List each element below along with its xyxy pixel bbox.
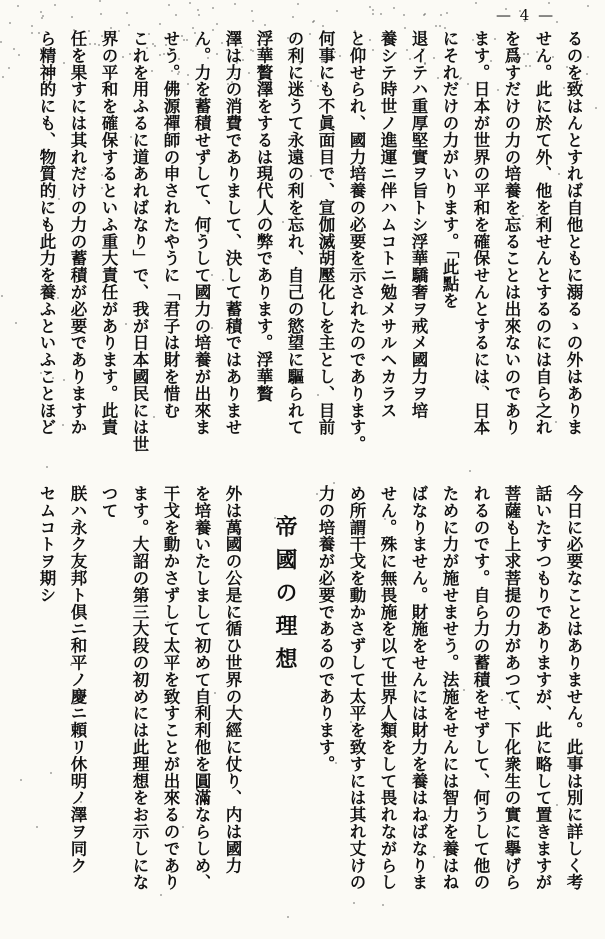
scan-speck — [478, 52, 480, 54]
scan-speck — [322, 25, 324, 27]
scan-speck — [548, 2, 550, 4]
scan-speck — [558, 173, 560, 175]
text-column: つて — [99, 485, 118, 519]
page-number: — 4 — — [496, 6, 556, 24]
scan-speck — [98, 44, 100, 46]
scan-speck — [292, 16, 294, 18]
scan-speck — [54, 4, 56, 6]
scan-speck — [71, 16, 73, 18]
scan-speck — [203, 870, 205, 872]
text-column: ん。力を蓄積せずして、何うして國力の培養が出來ま — [192, 30, 211, 436]
scan-speck — [543, 87, 545, 89]
scan-speck — [372, 9, 374, 11]
scan-speck — [354, 30, 356, 32]
scan-speck — [384, 251, 386, 253]
scan-speck — [497, 89, 499, 91]
scan-speck — [366, 312, 368, 314]
text-column: 干戈を動かさずして太平を致すことが出來るのであり — [161, 485, 180, 891]
scan-speck — [52, 377, 54, 379]
text-column: を爲すだけの力の培養を忘ることは出來ないのであり — [502, 30, 521, 436]
scan-speck — [204, 78, 206, 80]
scan-speck — [360, 370, 362, 372]
scan-speck — [45, 88, 47, 90]
scan-speck — [154, 45, 156, 47]
scan-speck — [595, 107, 597, 109]
scan-speck — [463, 689, 465, 691]
scan-speck — [544, 61, 546, 63]
scan-speck — [216, 53, 218, 55]
scan-speck — [198, 14, 200, 16]
scan-speck — [252, 20, 254, 22]
scan-speck — [62, 424, 64, 426]
scan-speck — [319, 232, 321, 234]
scan-speck — [369, 6, 371, 8]
scan-speck — [54, 89, 56, 91]
text-column: 浮華贅澤をするは現代人の弊であります。浮華贅 — [254, 30, 273, 402]
scan-speck — [79, 64, 81, 66]
scan-speck — [549, 510, 551, 512]
scan-speck — [454, 41, 456, 43]
scan-speck — [409, 58, 411, 60]
scan-speck — [118, 30, 120, 32]
scan-speck — [110, 27, 112, 29]
scan-speck — [250, 49, 252, 51]
scan-speck — [372, 49, 374, 51]
scan-speck — [216, 23, 218, 25]
scan-speck — [385, 39, 387, 41]
scan-speck — [211, 274, 213, 276]
scan-speck — [128, 24, 130, 26]
scan-speck — [241, 710, 243, 712]
scan-speck — [437, 77, 439, 79]
text-column: せう。佛源禪師の申されたやうに「君子は財を惜む — [161, 30, 180, 419]
scan-speck — [556, 21, 558, 23]
scan-speck — [182, 826, 184, 828]
scan-speck — [175, 86, 177, 88]
text-column: ら精神的にも、物質的にも此力を養ふといふことほど — [37, 30, 56, 436]
text-column: 養シテ時世ノ進運ニ伴ハムコトニ勉メサルヘカラス — [378, 30, 397, 419]
upper-text-block — [14, 30, 594, 470]
text-column: ために力が施せませう。法施をせんには智力を養はね — [440, 485, 459, 891]
scan-speck — [187, 83, 189, 85]
scan-speck — [403, 14, 405, 16]
scan-speck — [40, 11, 42, 13]
scan-speck — [80, 801, 82, 803]
text-column: るのを致はんとすれば自他ともに溺るゝの外はありま — [564, 30, 583, 436]
scan-speck — [159, 23, 161, 25]
section-heading: 帝國の理想 — [272, 515, 298, 680]
scan-speck — [126, 12, 128, 14]
scan-speck — [415, 811, 417, 813]
scan-speck — [369, 39, 371, 41]
text-column: ます。日本が世界の平和を確保せんとするには、日本 — [471, 30, 490, 436]
scan-speck — [8, 67, 10, 69]
scan-speck — [287, 916, 289, 918]
scan-speck — [267, 86, 269, 88]
scan-speck — [159, 54, 161, 56]
scan-speck — [139, 66, 141, 68]
scan-speck — [1, 295, 3, 297]
text-column: ばなりません。財施をせんには財力を養はねばなりま — [409, 485, 428, 891]
text-column: め所謂干戈を動かさずして太平を致すには其れ丈けの — [347, 485, 366, 891]
text-column: ます。大詔の第三大段の初めには此理想をお示しにな — [130, 485, 149, 891]
text-column: れるのです。自ら力の蓄積をせずして、何うして他の — [471, 485, 490, 891]
text-column: 朕ハ永ク友邦ト倶ニ和平ノ慶ニ頼リ休明ノ澤ヲ同ク — [68, 485, 87, 874]
text-column: 話いたすつもりでありますが、此に略して置きますが — [533, 485, 552, 891]
scan-speck — [227, 83, 229, 85]
scan-speck — [479, 38, 481, 40]
scan-speck — [350, 721, 352, 723]
scan-speck — [138, 57, 140, 59]
scan-speck — [404, 27, 406, 29]
scan-speck — [207, 232, 209, 234]
scan-speck — [168, 4, 170, 6]
scan-speck — [296, 225, 298, 227]
text-column: 何事にも不眞面目で、宣伽滅胡壓化しを主とし、目前 — [316, 30, 335, 436]
scan-speck — [234, 3, 236, 5]
scan-speck — [205, 363, 207, 365]
scan-speck — [9, 22, 11, 24]
scan-speck — [63, 379, 65, 381]
text-column: を培養いたしまして初めて自利利他を圓滿ならしめ、 — [192, 485, 211, 891]
scan-speck — [99, 0, 101, 2]
scan-speck — [101, 174, 103, 176]
scan-speck — [100, 13, 102, 15]
text-column: 任を果すには其れだけの力の蓄積が必要でありますか — [68, 30, 87, 436]
scan-speck — [295, 87, 297, 89]
scan-speck — [18, 54, 20, 56]
scan-speck — [192, 27, 194, 29]
scan-speck — [440, 14, 442, 16]
scan-speck — [317, 85, 319, 87]
scan-speck — [163, 53, 165, 55]
scan-speck — [552, 56, 554, 58]
scan-speck — [393, 182, 395, 184]
scan-speck — [110, 76, 112, 78]
text-column: と仰せられ、國力培養の必要を示されたのであります。 — [347, 30, 366, 453]
scan-speck — [435, 25, 437, 27]
scan-speck — [63, 62, 65, 64]
text-column: セムコトヲ期シ — [37, 485, 56, 604]
text-column: これを用ふるに道あればなり」で、我が日本國民には世 — [130, 30, 149, 453]
scan-speck — [41, 17, 43, 19]
scan-speck — [566, 66, 568, 68]
scan-speck — [212, 29, 214, 31]
text-column: にそれだけの力がいります。「此點を — [440, 30, 459, 310]
scan-speck — [81, 112, 83, 114]
text-column: 菩薩も上求菩提の力があつて、下化衆生の實に擧げら — [502, 485, 521, 891]
scan-speck — [395, 52, 397, 54]
scan-speck — [40, 372, 42, 374]
scan-speck — [212, 7, 214, 9]
scan-speck — [107, 322, 109, 324]
scan-speck — [31, 32, 33, 34]
scan-speck — [152, 43, 154, 45]
scan-speck — [236, 62, 238, 64]
scan-speck — [299, 63, 301, 65]
scan-speck — [15, 322, 17, 324]
scan-speck — [153, 416, 155, 418]
scan-speck — [178, 58, 180, 60]
scan-speck — [0, 41, 2, 43]
text-column: 界の平和を確保するといふ重大責任があります。此責 — [99, 30, 118, 436]
scan-speck — [353, 902, 355, 904]
scan-speck — [381, 776, 383, 778]
scan-speck — [544, 674, 546, 676]
text-column: 外は萬國の公是に循ひ世界の大經に仗り、内は國力 — [223, 485, 242, 874]
lower-text-block — [14, 485, 594, 925]
scan-speck — [372, 13, 374, 15]
scan-speck — [17, 5, 19, 7]
scan-speck — [189, 2, 191, 4]
scan-speck — [88, 30, 90, 32]
scan-speck — [42, 15, 44, 17]
scan-speck — [472, 39, 474, 41]
scan-speck — [2, 76, 4, 78]
scan-speck — [146, 47, 148, 49]
text-column: 今日に必要なことはありません。此事は別に詳しく考 — [564, 485, 583, 891]
scan-speck — [555, 421, 557, 423]
scan-speck — [309, 33, 311, 35]
scan-speck — [336, 10, 338, 12]
text-column: 退イテハ重厚堅實ヲ旨トシ浮華驕奢ヲ戒メ國力ヲ培 — [409, 30, 428, 419]
scan-speck — [297, 3, 299, 5]
scan-speck — [587, 5, 589, 7]
scan-speck — [195, 410, 197, 412]
scan-speck — [266, 46, 268, 48]
scan-speck — [423, 14, 425, 16]
text-column: せん。此に於て外、他を利せんとするのには自ら之れ — [533, 30, 552, 436]
scan-speck — [446, 12, 448, 14]
text-column: 力の培養が必要であるのであります。 — [316, 485, 335, 773]
scan-speck — [197, 9, 199, 11]
scan-speck — [207, 57, 209, 59]
scan-speck — [501, 699, 503, 701]
scan-speck — [31, 25, 33, 27]
scan-speck — [485, 750, 487, 752]
scan-speck — [475, 2, 477, 4]
scan-speck — [393, 7, 395, 9]
scan-speck — [181, 35, 183, 37]
scan-speck — [265, 81, 267, 83]
scan-speck — [334, 51, 336, 53]
scan-speck — [522, 215, 524, 217]
scan-speck — [406, 49, 408, 51]
scan-speck — [333, 482, 335, 484]
text-column: 澤は力の消費でありまして、決して蓄積ではありませ — [223, 30, 242, 436]
scan-speck — [251, 10, 253, 12]
scan-speck — [264, 24, 266, 26]
scan-speck — [175, 14, 177, 16]
text-column: せん。殊に無畏施を以て世界人類をして畏れながらし — [378, 485, 397, 891]
scan-speck — [313, 20, 315, 22]
scan-speck — [439, 25, 441, 27]
scan-speck — [380, 13, 382, 15]
text-column: の利に迷うて永遠の利を忘れ、自己の慾望に驅られて — [285, 30, 304, 436]
